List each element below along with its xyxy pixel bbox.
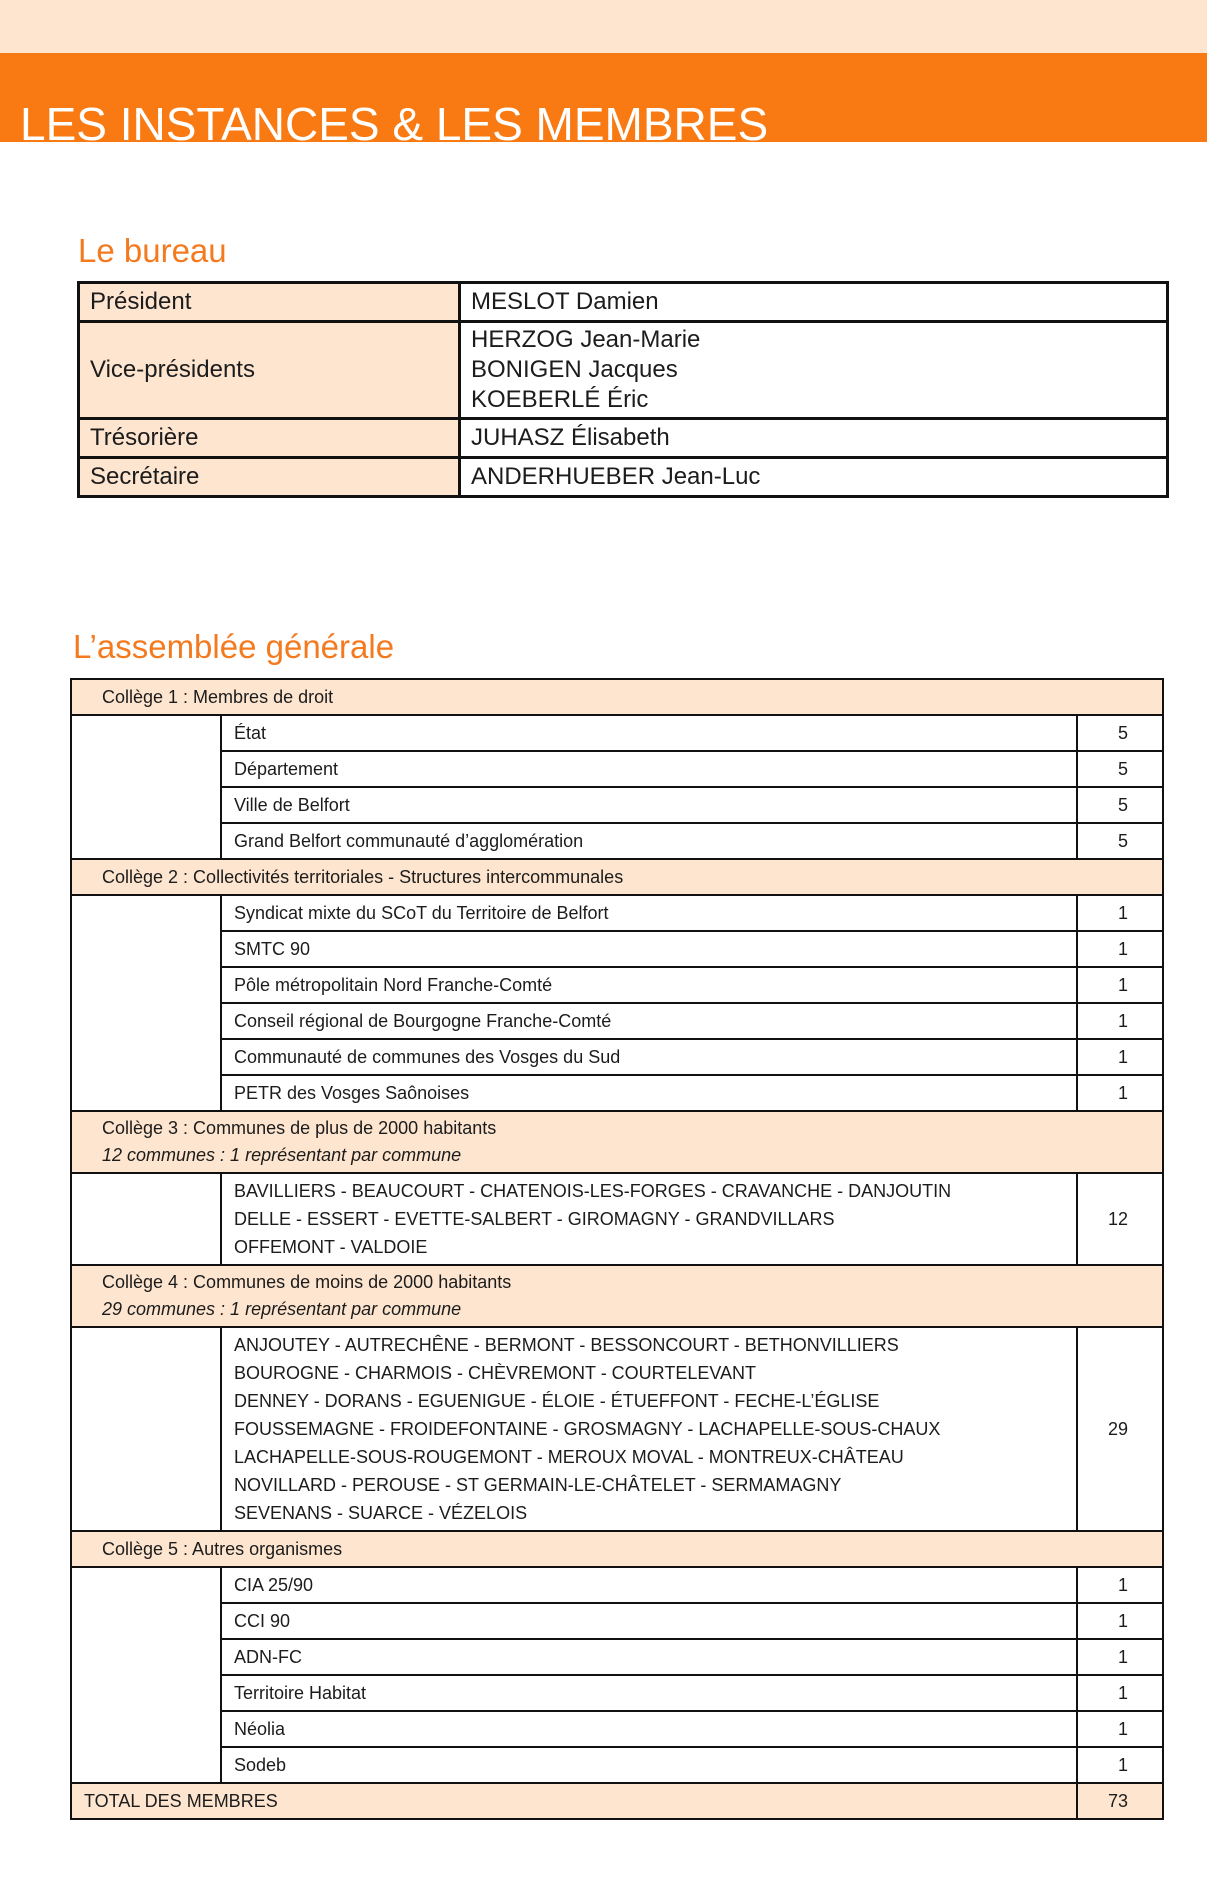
blank-cell bbox=[71, 715, 221, 859]
member-name: Grand Belfort communauté d’agglomération bbox=[221, 823, 1077, 859]
communes-line: DENNEY - DORANS - EGUENIGUE - ÉLOIE - ÉTUEFFONT - FECHE-L’ÉGLISE bbox=[234, 1391, 880, 1411]
member-count: 1 bbox=[1077, 1075, 1163, 1111]
college-header bbox=[71, 859, 1163, 895]
bureau-row-secretaire bbox=[79, 458, 1168, 497]
member-name: Département bbox=[221, 751, 1077, 787]
total-label: TOTAL DES MEMBRES bbox=[71, 1783, 1077, 1819]
bureau-value-list bbox=[460, 322, 1168, 419]
college-title: Collège 3 : Communes de plus de 2000 habitants bbox=[102, 1118, 497, 1138]
top-band bbox=[0, 0, 1207, 53]
member-row bbox=[71, 1003, 1163, 1039]
member-row bbox=[71, 1675, 1163, 1711]
college-subtitle: 29 communes : 1 représentant par commune bbox=[102, 1299, 462, 1319]
title-band bbox=[0, 53, 1207, 142]
member-row bbox=[71, 1039, 1163, 1075]
bureau-row-president bbox=[79, 283, 1168, 322]
member-name: État bbox=[221, 715, 1077, 751]
member-count: 1 bbox=[1077, 1675, 1163, 1711]
communes-line: FOUSSEMAGNE - FROIDEFONTAINE - GROSMAGNY - LACHAPELLE-SOUS-CHAUX bbox=[234, 1419, 941, 1439]
member-name: Ville de Belfort bbox=[221, 787, 1077, 823]
member-name: Néolia bbox=[221, 1711, 1077, 1747]
communes-line: ANJOUTEY - AUTRECHÊNE - BERMONT - BESSONCOURT - BETHONVILLIERS bbox=[234, 1335, 899, 1355]
member-row bbox=[71, 751, 1163, 787]
college-title: Collège 4 : Communes de moins de 2000 habitants bbox=[102, 1272, 512, 1292]
college-title-cell bbox=[71, 1111, 1163, 1173]
member-row bbox=[71, 1075, 1163, 1111]
total-row bbox=[71, 1783, 1163, 1819]
member-count: 1 bbox=[1077, 1747, 1163, 1783]
member-name: Conseil régional de Bourgogne Franche-Comté bbox=[221, 1003, 1077, 1039]
member-row bbox=[71, 1747, 1163, 1783]
bureau-label: Président bbox=[79, 283, 460, 322]
member-count: 1 bbox=[1077, 1567, 1163, 1603]
member-count: 1 bbox=[1077, 1603, 1163, 1639]
assemblee-heading: L’assemblée générale bbox=[73, 628, 395, 665]
member-name: CCI 90 bbox=[221, 1603, 1077, 1639]
communes-line: LACHAPELLE-SOUS-ROUGEMONT - MEROUX MOVAL - MONTREUX-CHÂTEAU bbox=[234, 1447, 904, 1467]
member-name: ADN-FC bbox=[221, 1639, 1077, 1675]
college-title: Collège 1 : Membres de droit bbox=[71, 679, 1163, 715]
communes-line: BOUROGNE - CHARMOIS - CHÈVREMONT - COURTELEVANT bbox=[234, 1363, 757, 1383]
college-subtitle: 12 communes : 1 représentant par commune bbox=[102, 1145, 462, 1165]
member-row bbox=[71, 1173, 1163, 1265]
member-count: 29 bbox=[1077, 1327, 1163, 1531]
communes-line: OFFEMONT - VALDOIE bbox=[234, 1237, 428, 1257]
member-count: 1 bbox=[1077, 1039, 1163, 1075]
member-name: Syndicat mixte du SCoT du Territoire de Belfort bbox=[221, 895, 1077, 931]
college-header bbox=[71, 1265, 1163, 1327]
blank-cell bbox=[71, 1327, 221, 1531]
communes-line: SEVENANS - SUARCE - VÉZELOIS bbox=[234, 1503, 528, 1523]
communes-line: NOVILLARD - PEROUSE - ST GERMAIN-LE-CHÂTELET - SERMAMAGNY bbox=[234, 1475, 842, 1495]
bureau-label: Vice-présidents bbox=[79, 322, 460, 419]
member-row bbox=[71, 895, 1163, 931]
blank-cell bbox=[71, 1567, 221, 1783]
member-count: 5 bbox=[1077, 751, 1163, 787]
total-count: 73 bbox=[1077, 1783, 1163, 1819]
member-count: 5 bbox=[1077, 823, 1163, 859]
member-count: 1 bbox=[1077, 1711, 1163, 1747]
member-row bbox=[71, 1327, 1163, 1531]
bureau-value: BONIGEN Jacques bbox=[471, 356, 678, 383]
member-count: 5 bbox=[1077, 715, 1163, 751]
college-header bbox=[71, 679, 1163, 715]
bureau-row-vice-presidents bbox=[79, 322, 1168, 419]
member-name: Sodeb bbox=[221, 1747, 1077, 1783]
communes-list bbox=[221, 1173, 1077, 1265]
member-count: 1 bbox=[1077, 1003, 1163, 1039]
college-header bbox=[71, 1111, 1163, 1173]
member-row bbox=[71, 787, 1163, 823]
member-row bbox=[71, 1711, 1163, 1747]
bureau-label: Trésorière bbox=[79, 419, 460, 458]
bureau-value: ANDERHUEBER Jean-Luc bbox=[460, 458, 1168, 497]
member-name: Territoire Habitat bbox=[221, 1675, 1077, 1711]
page-title: LES INSTANCES & LES MEMBRES bbox=[20, 98, 769, 142]
member-name: PETR des Vosges Saônoises bbox=[221, 1075, 1077, 1111]
college-header bbox=[71, 1531, 1163, 1567]
bureau-value: KOEBERLÉ Éric bbox=[471, 386, 649, 413]
member-name: Pôle métropolitain Nord Franche-Comté bbox=[221, 967, 1077, 1003]
college-title-cell bbox=[71, 1265, 1163, 1327]
communes-line: DELLE - ESSERT - EVETTE-SALBERT - GIROMAGNY - GRANDVILLARS bbox=[234, 1209, 835, 1229]
bureau-label: Secrétaire bbox=[79, 458, 460, 497]
member-count: 1 bbox=[1077, 967, 1163, 1003]
member-row bbox=[71, 715, 1163, 751]
bureau-heading: Le bureau bbox=[78, 232, 227, 269]
member-row bbox=[71, 1603, 1163, 1639]
member-count: 1 bbox=[1077, 1639, 1163, 1675]
communes-line: BAVILLIERS - BEAUCOURT - CHATENOIS-LES-FORGES - CRAVANCHE - DANJOUTIN bbox=[234, 1181, 952, 1201]
member-count: 12 bbox=[1077, 1173, 1163, 1265]
member-name: CIA 25/90 bbox=[221, 1567, 1077, 1603]
member-count: 1 bbox=[1077, 931, 1163, 967]
member-row bbox=[71, 1639, 1163, 1675]
bureau-table bbox=[77, 281, 1169, 498]
bureau-row-tresoriere bbox=[79, 419, 1168, 458]
member-count: 1 bbox=[1077, 895, 1163, 931]
bureau-value: HERZOG Jean-Marie bbox=[471, 326, 701, 353]
communes-list bbox=[221, 1327, 1077, 1531]
member-count: 5 bbox=[1077, 787, 1163, 823]
member-row bbox=[71, 931, 1163, 967]
college-title: Collège 5 : Autres organismes bbox=[71, 1531, 1163, 1567]
bureau-value: JUHASZ Élisabeth bbox=[460, 419, 1168, 458]
member-name: Communauté de communes des Vosges du Sud bbox=[221, 1039, 1077, 1075]
member-name: SMTC 90 bbox=[221, 931, 1077, 967]
member-row bbox=[71, 1567, 1163, 1603]
member-row bbox=[71, 967, 1163, 1003]
member-row bbox=[71, 823, 1163, 859]
assemblee-table bbox=[70, 678, 1164, 1820]
blank-cell bbox=[71, 1173, 221, 1265]
blank-cell bbox=[71, 895, 221, 1111]
college-title: Collège 2 : Collectivités territoriales - Structures intercommunales bbox=[71, 859, 1163, 895]
bureau-value: MESLOT Damien bbox=[460, 283, 1168, 322]
